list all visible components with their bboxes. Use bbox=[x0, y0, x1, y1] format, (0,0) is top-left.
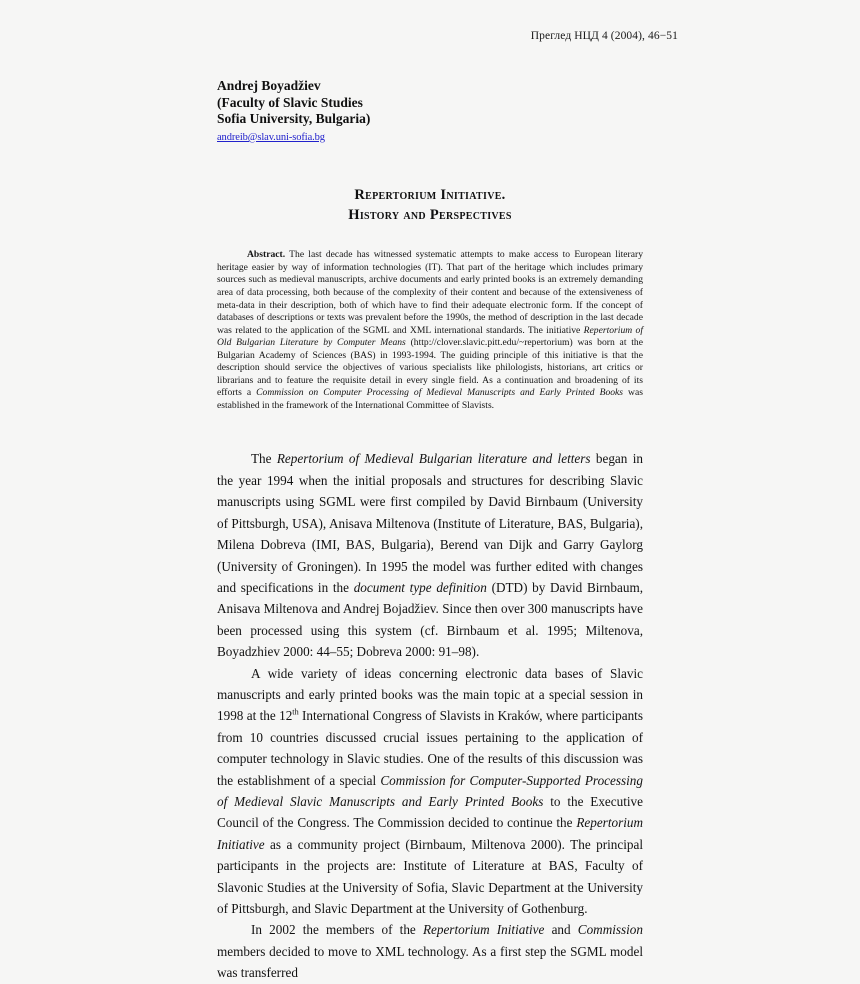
page-title bbox=[217, 186, 643, 225]
author-affiliation-line-1: (Faculty of Slavic Studies bbox=[217, 94, 363, 110]
paragraph-1-part-3: (DTD) by David Birnbaum, Anisava Miltenova and Andrej Bojadžiev. Since then over 300 manuscripts have been processed using this system (cf. Birnbaum et al. 1995; Miltenova, Boyadzhiev 2000: 44–55; Dobreva 2000: 91–98). bbox=[217, 579, 643, 660]
paragraph-2-part-2: International Congress of Slavists in Kraków, where participants from 10 countries discussed crucial issues pertaining to the application of computer technology in Slavic studies. One of the results of this discussion was the establishment of a special bbox=[217, 708, 643, 788]
author-affiliation-line-2: Sofia University, Bulgaria) bbox=[217, 111, 371, 127]
paragraph-1-part-1: The bbox=[251, 451, 277, 467]
author-name: Andrej Boyadžiev bbox=[217, 78, 321, 93]
paragraph-3-part-1: In 2002 the members of the bbox=[251, 922, 423, 938]
paragraph-3-part-3: members decided to move to XML technology. As a first step the SGML model was transferred bbox=[217, 943, 643, 981]
abstract-italic-title-2: Commission on Computer Processing of Medieval Manuscripts and Early Printed Books bbox=[256, 387, 624, 399]
content-column bbox=[217, 0, 643, 984]
paragraph-1-italic-1: Repertorium of Medieval Bulgarian literature and letters bbox=[276, 451, 591, 467]
body-paragraph-2 bbox=[217, 663, 643, 920]
title-line-2: History and Perspectives bbox=[348, 206, 512, 223]
body-paragraph-1 bbox=[217, 448, 643, 662]
paragraph-2-italic-2: Repertorium Initiative bbox=[217, 815, 643, 852]
abstract-text-part-1: The last decade has witnessed systematic attempts to make access to European literary heritage easier by way of information technologies (IT). That part of the heritage which includes primary sources such as medieval manuscripts, archive documents and early printed books is an extremely demanding area of data processing, both because of the complexity of their content and because of the extensiveness of meta-data in their description, both of which have to find their adequate electronic form. If the concept of databases of descriptions or texts was prevalent before the 1990s, the method of description in the last decade was related to the application of the SGML and XML international standards. The initiative bbox=[217, 249, 643, 336]
title-line-1: Repertorium Initiative. bbox=[354, 187, 506, 204]
author-block bbox=[217, 78, 643, 146]
paragraph-3-italic-1: Repertorium Initiative bbox=[422, 922, 545, 938]
paragraph-2-ordinal-superscript: th bbox=[292, 707, 299, 717]
body-text bbox=[217, 448, 643, 983]
paragraph-2-part-4: as a community project (Birnbaum, Miltenova 2000). The principal participants in the projects are: Institute of Literature at BAS, Faculty of Slavonic Studies at the University of Sofia, Slavic Department at the University of Pittsburgh, and Slavic Department at the University of Gothenburg. bbox=[217, 836, 643, 917]
body-paragraph-3 bbox=[217, 919, 643, 983]
paragraph-3-part-2: and bbox=[544, 922, 578, 938]
paragraph-2-part-3: to the Executive Council of the Congress. The Commission decided to continue the bbox=[217, 793, 644, 831]
abstract-text-part-2: (http://clover.slavic.pitt.edu/~repertorium) was born at the Bulgarian Academy of Sciences (BAS) in 1993-1994. The guiding principle of this initiative is that the description should service the objectives of various specialists like philologists, historians, art critics or librarians and to feature the requisite detail in every single field. As a continuation and broadening of its efforts a bbox=[217, 337, 643, 399]
paragraph-1-part-2: began in the year 1994 when the initial proposals and structures for describing Slavic manuscripts using SGML were first compiled by David Birnbaum (University of Pittsburgh, USA), Anisava Miltenova (Institute of Literature, BAS, Bulgaria), Milena Dobreva (IMI, BAS, Bulgaria), Berend van Dijk and Garry Gaylorg (University of Groningen). In 1995 the model was further edited with changes and specifications in the bbox=[217, 451, 643, 595]
paragraph-1-italic-2: document type definition bbox=[353, 579, 487, 595]
abstract-italic-title-1: Repertorium of Old Bulgarian Literature by Computer Means bbox=[217, 324, 643, 349]
abstract-label: Abstract. bbox=[247, 249, 286, 261]
paragraph-2-part-1: A wide variety of ideas concerning electronic data bases of Slavic manuscripts and early printed books was the main topic at a special session in 1998 at the 12 bbox=[217, 665, 643, 724]
author-email-link[interactable]: andreib@slav.uni-sofia.bg bbox=[217, 131, 325, 143]
abstract-text-part-3: was established in the framework of the International Committee of Slavists. bbox=[217, 387, 643, 411]
abstract-paragraph bbox=[217, 249, 643, 412]
paragraph-2-italic-1: Commission for Computer-Supported Processing of Medieval Slavic Manuscripts and Early Printed Books bbox=[217, 772, 643, 809]
running-head: Преглед НЦД 4 (2004), 46−51 bbox=[530, 30, 678, 42]
paragraph-3-italic-2: Commission bbox=[577, 922, 643, 938]
